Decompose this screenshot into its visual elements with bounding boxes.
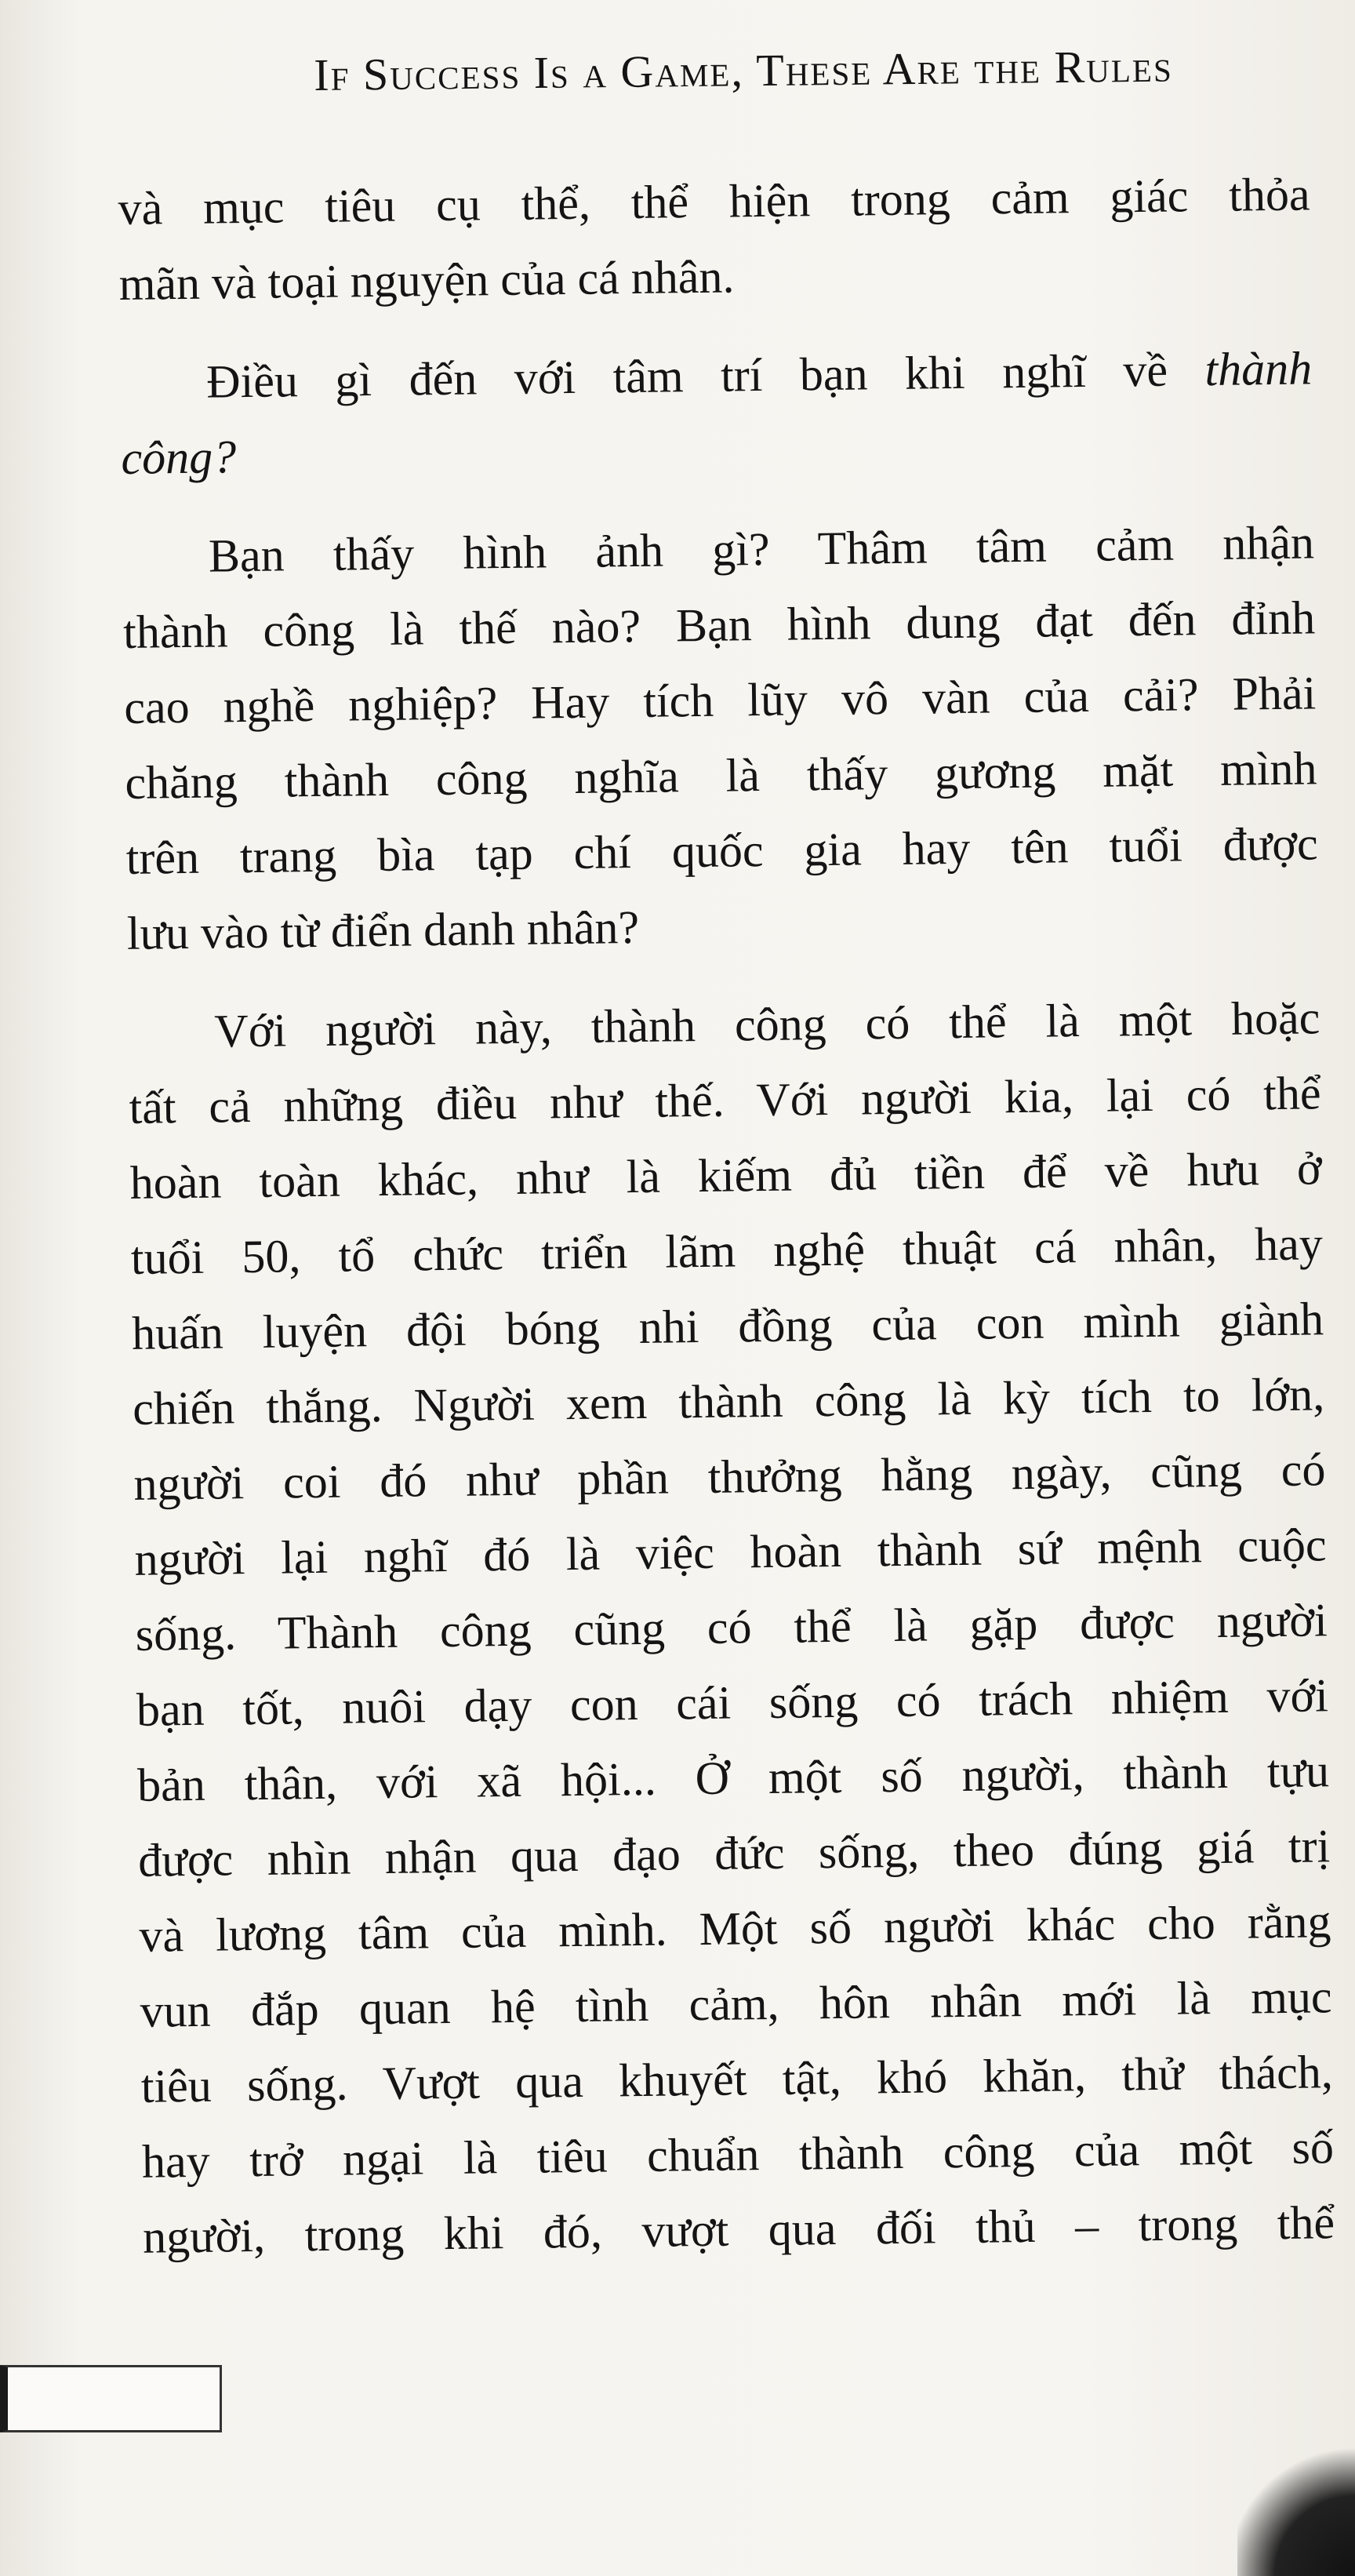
text-line: bản thân, với xã hội... Ở một số người, thành tựu [136, 1745, 1330, 1811]
text-line: vun đắp quan hệ tình cảm, hôn nhân mới là mục [140, 1970, 1332, 2037]
text-line: người lại nghĩ đó là việc hoàn thành sứ mệnh cuộc [134, 1519, 1327, 1585]
text-line: chăng thành công nghĩa là thấy gương mặt mình [125, 742, 1317, 809]
text-line: Với người này, thành công có thể là một hoặc [214, 991, 1320, 1057]
page-corner-shadow [1237, 2443, 1355, 2576]
text-line: và mục tiêu cụ thể, thể hiện trong cảm giác thỏa [118, 168, 1310, 235]
text-line: người coi đó như phần thưởng hằng ngày, cũng có [133, 1443, 1326, 1510]
paragraph-1 [118, 156, 1311, 322]
library-stamp-box [0, 2365, 222, 2432]
text-line: tuổi 50, tổ chức triển lãm nghệ thuật cá nhân, hay [130, 1217, 1324, 1284]
emphasis-text: thành [1204, 342, 1313, 396]
running-head: If Success Is a Game, These Are the Rules [314, 40, 1174, 100]
body-text [118, 156, 1335, 2274]
text-line [121, 406, 1313, 496]
text-line: người, trong khi đó, vượt qua đối thủ – trong thể [142, 2196, 1335, 2263]
paragraph-2 [120, 330, 1313, 496]
text-line: bạn tốt, nuôi dạy con cái sống có trách nhiệm với [136, 1669, 1329, 1736]
text-line: cao nghề nghiệp? Hay tích lũy vô vàn của cải? Phải [123, 667, 1317, 733]
text-line: tiêu sống. Vượt qua khuyết tật, khó khăn, thử thách, [140, 2046, 1334, 2112]
paragraph-3 [122, 504, 1319, 971]
paragraph-4 [128, 980, 1335, 2274]
text-line: trên trang bìa tạp chí quốc gia hay tên tuổi được [125, 817, 1318, 884]
text-line: hay trở ngại là tiêu chuẩn thành công của một số [141, 2121, 1335, 2188]
text-line: lưu vào từ điển danh nhân? [126, 901, 640, 959]
text-line: tất cả những điều như thế. Với người kia, lại có thể [129, 1067, 1321, 1133]
emphasis-text: công? [121, 431, 237, 484]
text-line: được nhìn nhận qua đạo đức sống, theo đúng giá trị [137, 1820, 1331, 1887]
text-line: hoàn toàn khác, như là kiếm đủ tiền để về hưu ở [129, 1142, 1323, 1209]
text-line: chiến thắng. Người xem thành công là kỳ tích to lớn, [132, 1368, 1325, 1435]
text-line [120, 330, 1313, 420]
text-line: Bạn thấy hình ảnh gì? Thâm tâm cảm nhận [208, 516, 1315, 582]
text-line: huấn luyện đội bóng nhi đồng của con mình giành [131, 1293, 1324, 1359]
text-line: mãn và toại nguyện của cá nhân. [118, 250, 735, 310]
text-line: và lương tâm của mình. Một số người khác cho rằng [139, 1895, 1331, 1962]
text-run: Điều gì đến với tâm trí bạn khi nghĩ về [205, 344, 1205, 408]
text-line: sống. Thành công cũng có thể là gặp được người [135, 1594, 1328, 1661]
text-line: thành công là thế nào? Bạn hình dung đạt đến đỉnh [122, 591, 1316, 658]
